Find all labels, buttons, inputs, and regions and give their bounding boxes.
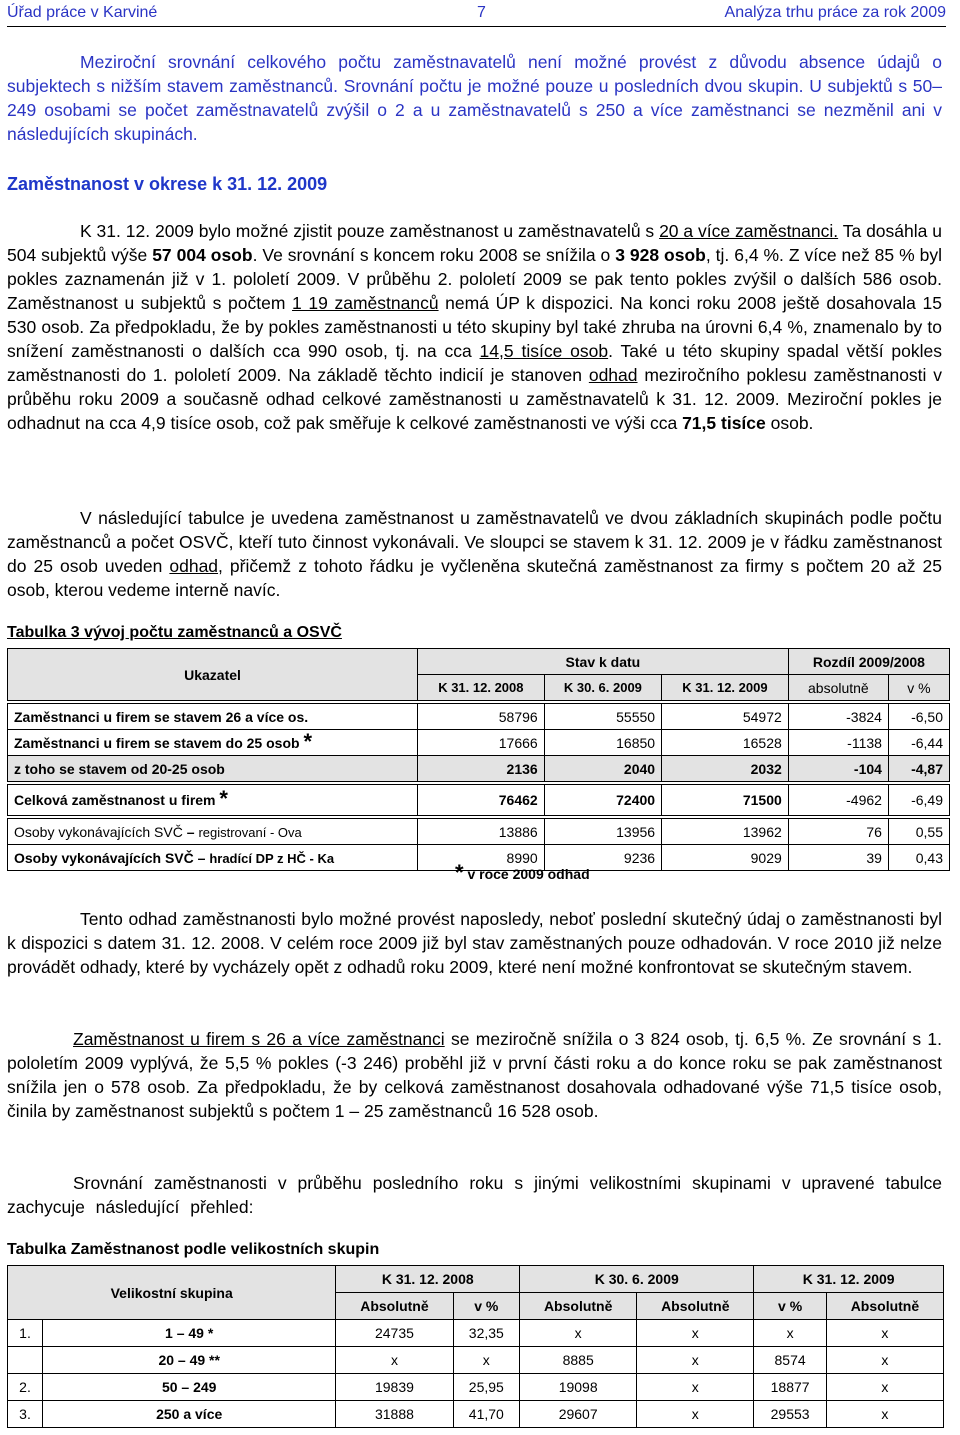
text-bold: 57 004 osob xyxy=(152,245,253,265)
header-group: Velikostní skupina xyxy=(8,1266,336,1320)
cell: -4962 xyxy=(788,785,888,816)
table-row xyxy=(8,1347,944,1374)
row-number: 1. xyxy=(8,1320,43,1347)
row-label-cell xyxy=(8,785,418,816)
comparison-paragraph: Srovnání zaměstnanosti v průběhu posledního roku s jinými velikostními skupinami v upravené tabulce zachycuje následující přehled: xyxy=(7,1173,942,1217)
text: meziročního poklesu zaměstnanosti v průběhu roku 2009 a současně odhad celkové zaměstnanosti u zaměstnavatelů k 31. 12. 2009. xyxy=(7,365,942,409)
text-underlined: 1 19 zaměstnanců xyxy=(292,293,439,313)
header-page-number: 7 xyxy=(477,4,486,21)
text-underlined: Zaměstnanost u firem s 26 a více zaměstnanci xyxy=(73,1029,445,1049)
table-row xyxy=(8,704,950,730)
cell: 71500 xyxy=(662,785,789,816)
header-percent: v % xyxy=(453,1293,520,1320)
row-group: 50 – 249 xyxy=(43,1374,336,1401)
intro-text-1: Meziroční srovnání celkového počtu zaměstnavatelů není možné provést z důvodu absence údajů o subjektech s nižším stavem zaměstnanců. Srovnání počtu je možné pouze u posledních dvou skupin. xyxy=(7,52,942,96)
row-label: Osoby vykonávajících SVČ xyxy=(14,823,183,840)
cell: 18877 xyxy=(754,1374,826,1401)
row-group: 1 – 49 * xyxy=(43,1320,336,1347)
row-label-cell xyxy=(8,730,418,756)
header-rozdil: Rozdíl 2009/2008 xyxy=(788,649,949,675)
header-absolute: Absolutně xyxy=(637,1293,754,1320)
cell: -1138 xyxy=(788,730,888,756)
row-label: Osoby vykonávajících SVČ xyxy=(14,849,194,866)
row-number: 2. xyxy=(8,1374,43,1401)
section-title: Zaměstnanost v okrese k 31. 12. 2009 xyxy=(7,174,328,194)
footnote-text: v roce 2009 odhad xyxy=(463,866,590,882)
table-header-row xyxy=(8,1266,944,1293)
row-label: Celková zaměstnanost u firem xyxy=(14,792,216,808)
text-bold: 3 928 osob xyxy=(615,245,706,265)
cell: -104 xyxy=(788,756,888,782)
cell: -6,44 xyxy=(888,730,949,756)
dash: – xyxy=(186,823,195,840)
text: . Také u této skupiny spadal větší pokles zaměstnanosti do 1. pololetí 2009. xyxy=(7,341,942,385)
header-percent: v % xyxy=(754,1293,826,1320)
cell: 76462 xyxy=(418,785,545,816)
row-sublabel: hradící DP z HČ - Ka xyxy=(209,850,335,866)
table-row xyxy=(8,756,950,782)
table-header-row xyxy=(8,649,950,675)
table3-footnote xyxy=(455,860,590,885)
cell: 41,70 xyxy=(453,1401,520,1428)
text-underlined: 14,5 tisíce osob xyxy=(479,341,609,361)
text: Za předpokladu, že by pokles zaměstnanosti u této skupiny byl také zhruba na úrovni 6,4 %, znamenalo by to snížení zaměstnanosti o dalších cca 990 osob, tj. na cca xyxy=(7,317,942,361)
row-label-cell xyxy=(8,845,418,871)
row-label: z toho se stavem od 20-25 osob xyxy=(8,756,418,782)
cell: x xyxy=(826,1320,943,1347)
header-date-1: K 31. 12. 2008 xyxy=(336,1266,520,1293)
row-label-cell xyxy=(8,819,418,845)
table-row xyxy=(8,1320,944,1347)
header-absolute: Absolutně xyxy=(336,1293,453,1320)
cell: x xyxy=(637,1374,754,1401)
cell: 9236 xyxy=(544,845,661,871)
cell: x xyxy=(826,1401,943,1428)
cell: 17666 xyxy=(418,730,545,756)
table4-caption: Tabulka Zaměstnanost podle velikostních skupin xyxy=(7,1241,380,1258)
text: se meziročně snížila o 3 824 osob, tj. 6,5 %. Ze srovnání s 1. pololetím 2009 vyplývá, že 5,5 % pokles (-3 246) proběhl již v první části roku a do konce roku se pak zaměstnanost snížila jen o 578 osob. Za předpokladu, že by celková zaměstnanost dosahovala odhadované výše 71,5 tisíce osob, činila by zaměstnanost subjektů s počtem 1 – 25 zaměstnanců 16 528 osob. xyxy=(7,1029,942,1121)
cell: 58796 xyxy=(418,704,545,730)
header-date-2: K 30. 6. 2009 xyxy=(544,675,661,701)
cell: 54972 xyxy=(662,704,789,730)
text: , tj. 6,4 %. Z více než 85 % byl pokles zaznamenán již v 1. pololetí 2009. V průběhu 2. pololetí 2009 se pak tento pokles zvýšil o dalších 586 osob xyxy=(7,245,942,289)
cell: 9029 xyxy=(662,845,789,871)
cell: x xyxy=(826,1374,943,1401)
header-ukazatel: Ukazatel xyxy=(8,649,418,701)
row-label: Zaměstnanci u firem se stavem 26 a více os. xyxy=(8,704,418,730)
intro-text-2: U subjektů s 50–249 osobami se počet zaměstnavatelů zvýšil o 2 a u zaměstnavatelů s 250 a více zaměstnanci se nezměnil ani v následujících skupinách. xyxy=(7,76,942,144)
cell: 24735 xyxy=(336,1320,453,1347)
cell: 13962 xyxy=(662,819,789,845)
cell: x xyxy=(637,1320,754,1347)
text: K 31. 12. 2009 bylo možné zjistit pouze zaměstnanost u zaměstnavatelů s xyxy=(80,221,660,241)
cell: 29553 xyxy=(754,1401,826,1428)
text-underlined: 20 a více zaměstnanci. xyxy=(659,221,839,241)
text: . Ve srovnání s koncem roku 2008 se snížila o xyxy=(252,245,616,265)
cell: 13956 xyxy=(544,819,661,845)
cell: 16850 xyxy=(544,730,661,756)
asterisk: * xyxy=(219,786,228,811)
text: V následující tabulce je uvedena zaměstnanost u zaměstnavatelů ve dvou základních skupinách podle počtu zaměstnanců a počet OSVČ, kteří tuto činnost vykonávali. Ve sloupci se stavem k 31. 12. 2009 je v řádku zaměstnanost do 25 osob uveden xyxy=(7,508,942,576)
asterisk: * xyxy=(455,860,464,885)
cell: 72400 xyxy=(544,785,661,816)
cell: -4,87 xyxy=(888,756,949,782)
cell: x xyxy=(453,1347,520,1374)
header-absolute: absolutně xyxy=(788,675,888,701)
text: Meziroční pokles je odhadnut na cca 4,9 tisíce osob, což pak směřuje k celkové zaměstnanosti ve výši cca xyxy=(7,389,942,433)
header-absolute: Absolutně xyxy=(520,1293,637,1320)
page-header xyxy=(7,4,946,27)
text: Na základě těchto indicií je stanoven xyxy=(281,365,589,385)
cell: x xyxy=(336,1347,453,1374)
row-label: Zaměstnanci u firem se stavem do 25 osob xyxy=(14,734,300,751)
cell: x xyxy=(637,1347,754,1374)
table-row xyxy=(8,1401,944,1428)
text: , přičemž z tohoto řádku je vyčleněna skutečná zaměstnanost za firmy s počtem 20 až 25 osob, kterou vedeme interně navíc. xyxy=(7,556,942,600)
cell: x xyxy=(826,1347,943,1374)
cell: 13886 xyxy=(418,819,545,845)
estimate-paragraph: Tento odhad zaměstnanosti bylo možné provést naposledy, neboť poslední skutečný údaj o zaměstnanosti byl k dispozici s datem 31. 12. 2008. V celém roce 2009 již byl stav zaměstnaných pouze odhadován. V roce 2010 již nelze provádět odhady, které by vycházely opět z odhadů roku 2009, které není možné konfrontovat se skutečným stavem. xyxy=(7,909,942,977)
table-row xyxy=(8,785,950,816)
cell: 0,55 xyxy=(888,819,949,845)
row-number xyxy=(8,1347,43,1374)
cell: 55550 xyxy=(544,704,661,730)
header-date-1: K 31. 12. 2008 xyxy=(418,675,545,701)
table-row xyxy=(8,730,950,756)
cell: 8990 xyxy=(418,845,545,871)
text: . Zaměstnanost u subjektů s počtem xyxy=(7,269,942,313)
cell: 19839 xyxy=(336,1374,453,1401)
table4 xyxy=(7,1265,944,1428)
cell: 76 xyxy=(788,819,888,845)
table-intro-paragraph xyxy=(7,506,942,602)
cell: 2136 xyxy=(418,756,545,782)
header-date-2: K 30. 6. 2009 xyxy=(520,1266,754,1293)
table3 xyxy=(7,648,950,871)
table-row xyxy=(8,819,950,845)
cell: 19098 xyxy=(520,1374,637,1401)
text-bold: 71,5 tisíce xyxy=(682,413,766,433)
cell: -6,50 xyxy=(888,704,949,730)
cell: 16528 xyxy=(662,730,789,756)
row-sublabel: registrovaní - Ova xyxy=(198,824,302,840)
text: osob. xyxy=(765,413,814,433)
row-group: 20 – 49 ** xyxy=(43,1347,336,1374)
employment-paragraph xyxy=(7,219,942,435)
dash: – xyxy=(197,849,206,866)
text-underlined: odhad xyxy=(169,556,219,576)
row-group: 250 a více xyxy=(43,1401,336,1428)
table3-caption: Tabulka 3 vývoj počtu zaměstnanců a OSVČ xyxy=(7,624,342,641)
header-percent: v % xyxy=(888,675,949,701)
cell: 31888 xyxy=(336,1401,453,1428)
row-number: 3. xyxy=(8,1401,43,1428)
cell: 32,35 xyxy=(453,1320,520,1347)
header-date-3: K 31. 12. 2009 xyxy=(662,675,789,701)
header-report-title: Analýza trhu práce za rok 2009 xyxy=(724,4,946,21)
cell: 39 xyxy=(788,845,888,871)
cell: 29607 xyxy=(520,1401,637,1428)
cell: 2040 xyxy=(544,756,661,782)
cell: -3824 xyxy=(788,704,888,730)
cell: 8885 xyxy=(520,1347,637,1374)
cell: 0,43 xyxy=(888,845,949,871)
cell: 8574 xyxy=(754,1347,826,1374)
cell: 2032 xyxy=(662,756,789,782)
large-firms-paragraph xyxy=(7,1027,942,1123)
cell: -6,49 xyxy=(888,785,949,816)
asterisk: * xyxy=(303,728,312,754)
cell: 25,95 xyxy=(453,1374,520,1401)
intro-paragraph xyxy=(7,50,942,146)
header-date-3: K 31. 12. 2009 xyxy=(754,1266,944,1293)
text: nemá ÚP k dispozici. Na konci roku 2008 ještě dosahovala 15 530 osob. xyxy=(7,293,943,337)
cell: x xyxy=(754,1320,826,1347)
cell: x xyxy=(520,1320,637,1347)
header-office: Úřad práce v Karviné xyxy=(7,4,158,21)
text: Ta dosáhla u 504 subjektů výše xyxy=(7,221,942,265)
header-absolute: Absolutně xyxy=(826,1293,943,1320)
text-underlined: odhad xyxy=(588,365,638,385)
header-stav: Stav k datu xyxy=(418,649,789,675)
table-row xyxy=(8,1374,944,1401)
cell: x xyxy=(637,1401,754,1428)
